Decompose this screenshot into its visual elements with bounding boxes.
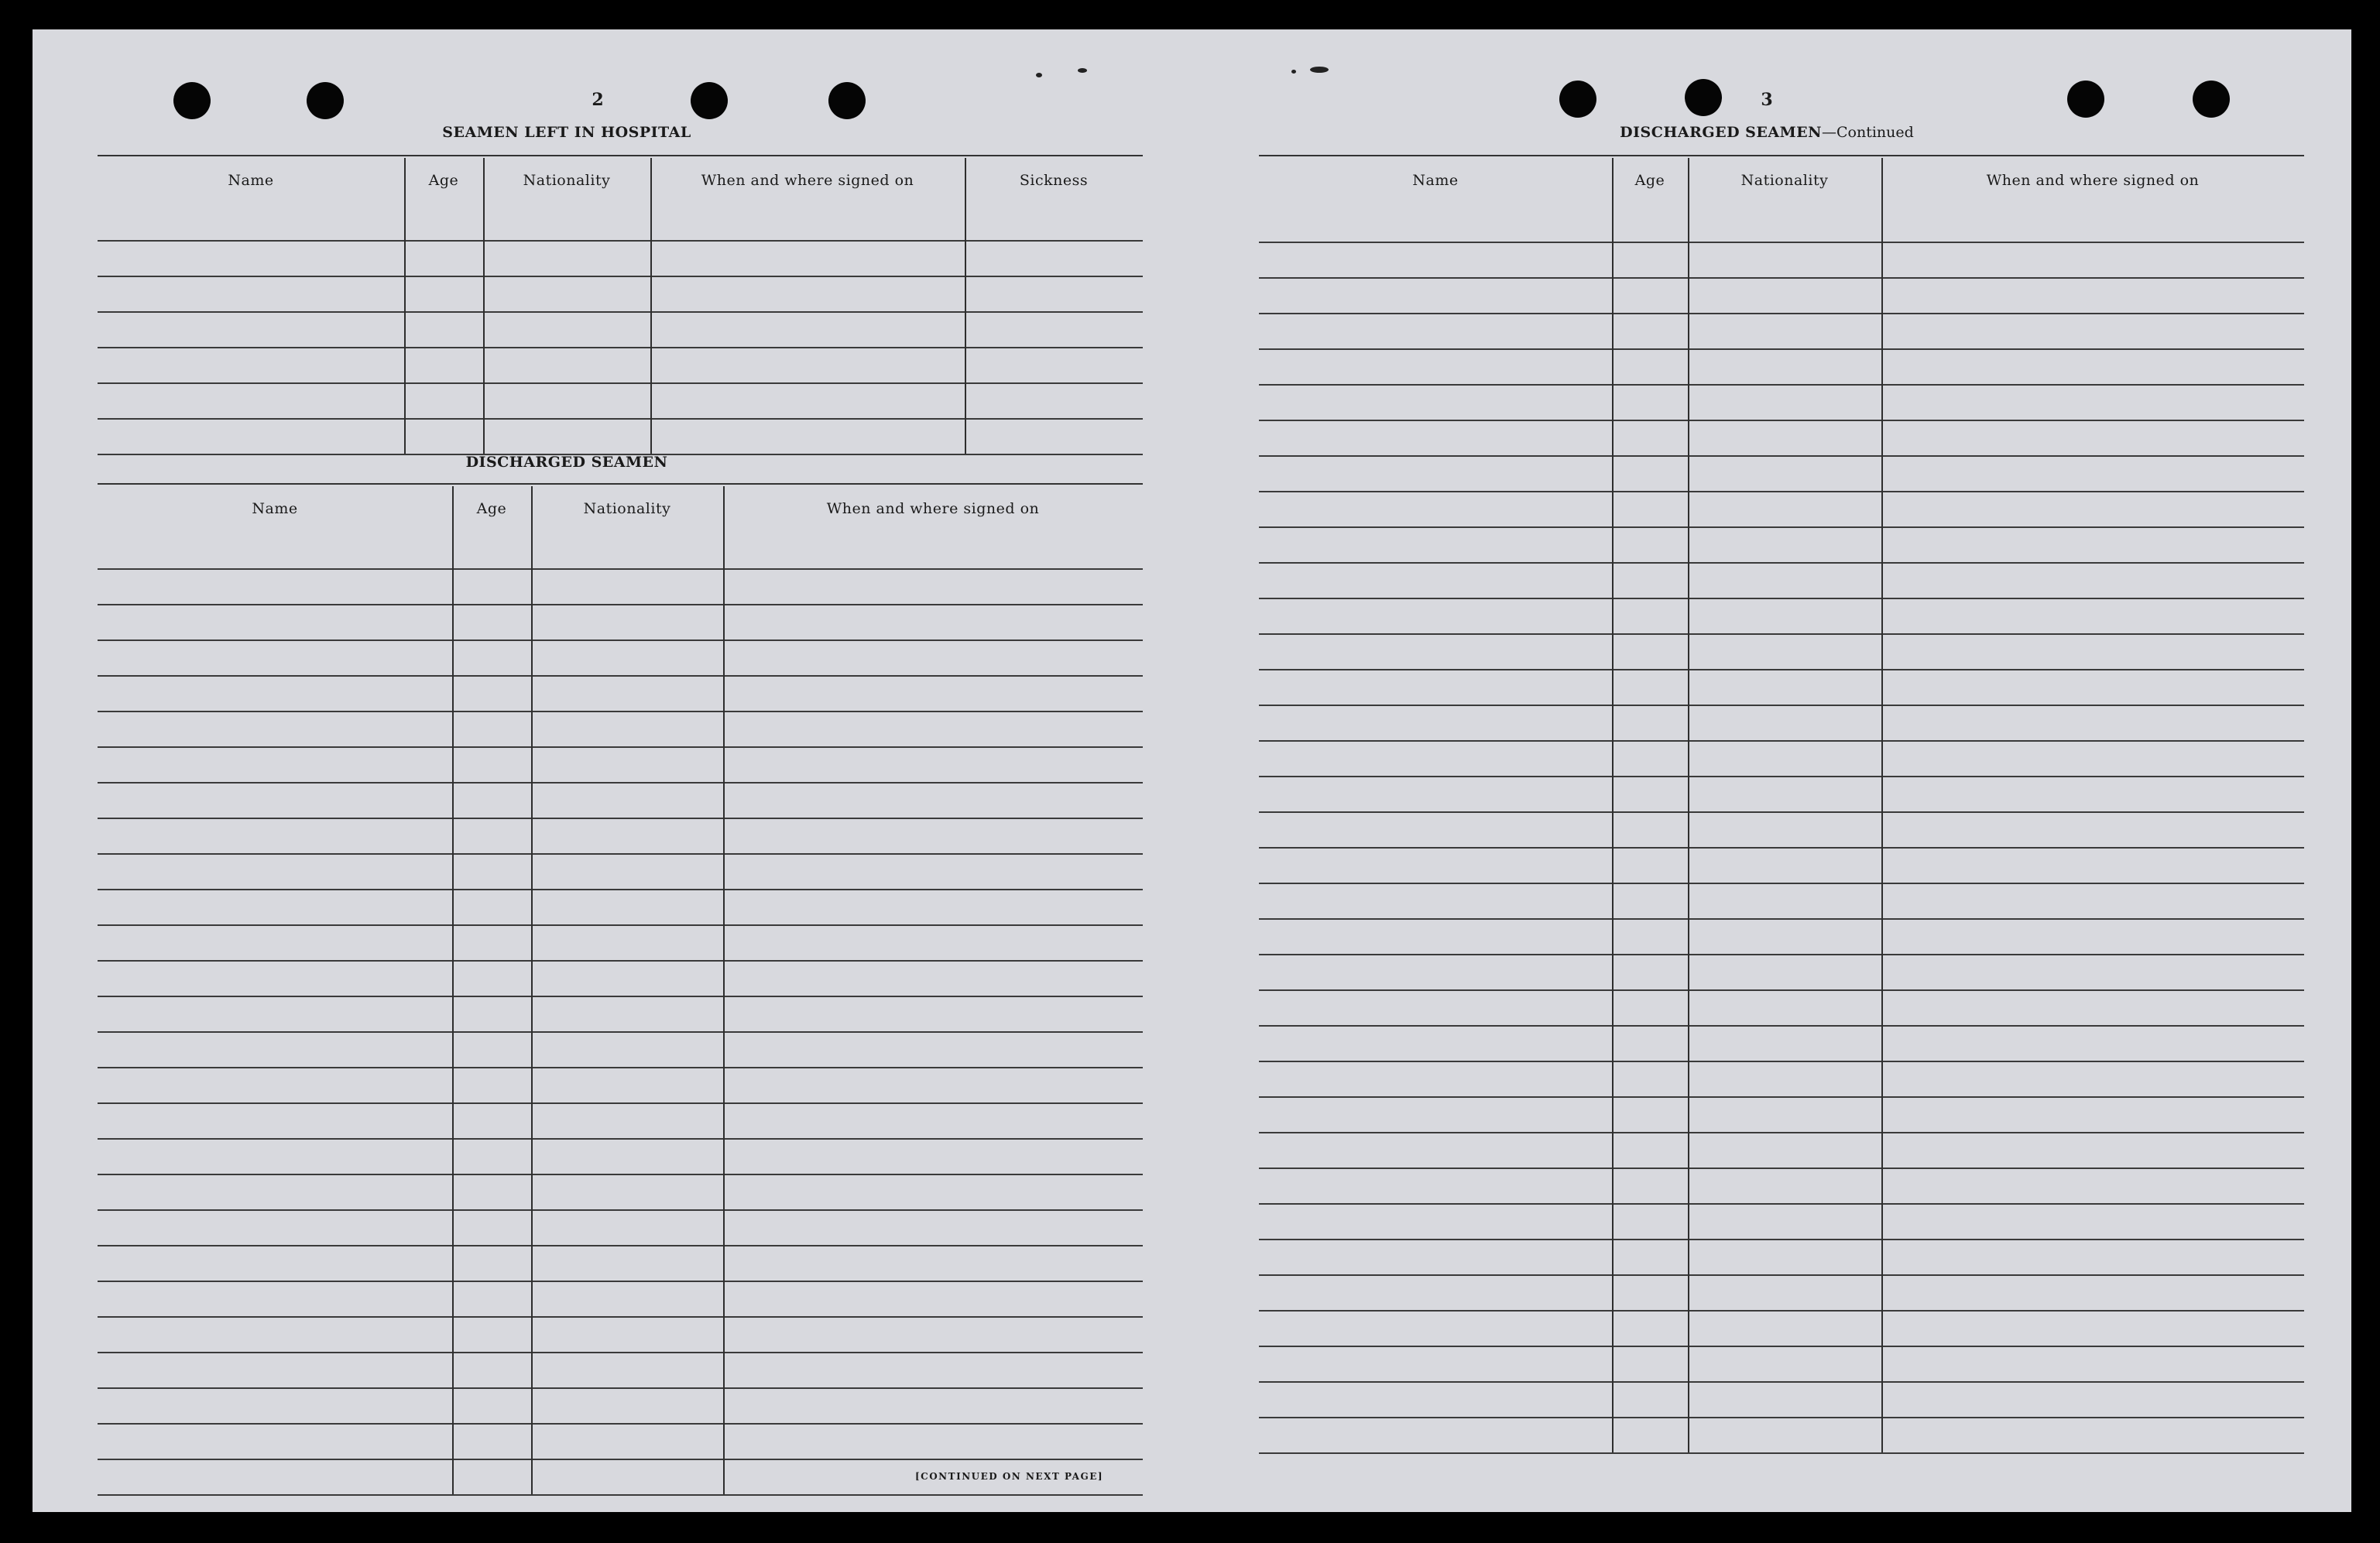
row-rule (98, 1423, 1143, 1425)
column-divider (1612, 158, 1614, 1452)
column-header: When and where signed on (701, 172, 914, 189)
row-rule (1259, 455, 2304, 457)
row-rule (1259, 562, 2304, 564)
row-rule (98, 1352, 1143, 1353)
row-rule (98, 1138, 1143, 1140)
row-rule (1259, 420, 2304, 421)
section-rule (1259, 155, 2304, 156)
row-rule (98, 311, 1143, 313)
row-rule (98, 1459, 1143, 1460)
row-rule (1259, 598, 2304, 599)
row-rule (1259, 1096, 2304, 1098)
row-rule (98, 782, 1143, 784)
row-rule (98, 996, 1143, 997)
row-rule (98, 1316, 1143, 1318)
row-rule (1259, 918, 2304, 920)
column-divider (452, 486, 454, 1494)
hospital-section-title: SEAMEN LEFT IN HOSPITAL (442, 124, 691, 141)
column-divider (965, 158, 966, 454)
continued-note: [CONTINUED ON NEXT PAGE] (915, 1471, 1104, 1482)
row-rule (1259, 348, 2304, 350)
row-rule (1259, 1452, 2304, 1454)
row-rule (98, 746, 1143, 748)
column-divider (723, 486, 725, 1494)
row-rule (1259, 989, 2304, 991)
discharged-continued-table (1259, 158, 2304, 1459)
row-rule (1259, 633, 2304, 635)
row-rule (1259, 313, 2304, 314)
discharged-table (98, 486, 1143, 1462)
column-header: Age (476, 500, 507, 517)
page-number: 2 (592, 90, 604, 110)
hospital-table (98, 158, 1143, 457)
row-rule (1259, 954, 2304, 955)
row-rule (1259, 1274, 2304, 1276)
row-rule (1259, 491, 2304, 492)
discharged-section-title: DISCHARGED SEAMEN (465, 454, 668, 471)
row-rule (98, 1174, 1143, 1175)
row-rule (1259, 277, 2304, 279)
column-divider (404, 158, 406, 454)
left-page (33, 29, 1194, 1512)
row-rule (98, 418, 1143, 420)
row-rule (98, 639, 1143, 641)
column-header: Nationality (1740, 172, 1829, 189)
row-rule (98, 818, 1143, 819)
row-rule (1259, 847, 2304, 849)
row-rule (98, 675, 1143, 677)
column-divider (1881, 158, 1883, 1452)
column-header: When and where signed on (826, 500, 1040, 517)
row-rule (98, 960, 1143, 962)
row-rule (1259, 1346, 2304, 1347)
row-rule (98, 382, 1143, 384)
row-rule (1259, 883, 2304, 884)
row-rule (98, 1387, 1143, 1389)
column-divider (483, 158, 485, 454)
column-header: Name (1412, 172, 1459, 189)
row-rule (98, 1102, 1143, 1104)
row-rule (1259, 1061, 2304, 1062)
right-page (1194, 29, 2351, 1512)
row-rule (1259, 776, 2304, 777)
header-rule (98, 568, 1143, 570)
row-rule (1259, 1239, 2304, 1240)
header-rule (98, 240, 1143, 242)
column-header: Sickness (1019, 172, 1089, 189)
row-rule (98, 1209, 1143, 1211)
section-rule (98, 155, 1143, 156)
row-rule (1259, 526, 2304, 528)
row-rule (1259, 384, 2304, 386)
row-rule (98, 1281, 1143, 1282)
row-rule (1259, 740, 2304, 742)
row-rule (1259, 811, 2304, 813)
right-section-title (1535, 124, 1999, 141)
row-rule (1259, 1310, 2304, 1312)
section-rule (98, 483, 1143, 485)
column-header: Name (228, 172, 274, 189)
column-header: Age (428, 172, 459, 189)
row-rule (1259, 1417, 2304, 1418)
row-rule (98, 924, 1143, 926)
row-rule (1259, 1025, 2304, 1027)
row-rule (98, 853, 1143, 855)
header-rule (1259, 242, 2304, 243)
row-rule (98, 1494, 1143, 1496)
row-rule (98, 711, 1143, 712)
document-sheet (33, 29, 2351, 1512)
continued-suffix: —Continued (1822, 124, 1914, 141)
column-divider (650, 158, 652, 454)
row-rule (1259, 1132, 2304, 1133)
column-header: Nationality (523, 172, 611, 189)
row-rule (1259, 1203, 2304, 1205)
column-header: Age (1634, 172, 1665, 189)
row-rule (1259, 705, 2304, 706)
row-rule (1259, 1381, 2304, 1383)
row-rule (98, 604, 1143, 605)
column-divider (1688, 158, 1689, 1452)
column-header: Name (252, 500, 298, 517)
row-rule (1259, 1168, 2304, 1169)
row-rule (98, 347, 1143, 348)
row-rule (98, 276, 1143, 277)
column-header: Nationality (583, 500, 671, 517)
column-header: When and where signed on (1986, 172, 2200, 189)
row-rule (98, 1031, 1143, 1033)
row-rule (98, 889, 1143, 890)
column-divider (531, 486, 533, 1494)
page-number: 3 (1761, 90, 1773, 110)
row-rule (98, 1245, 1143, 1246)
row-rule (1259, 669, 2304, 670)
right-section-title-text: DISCHARGED SEAMEN (1620, 124, 1822, 141)
row-rule (98, 1067, 1143, 1068)
